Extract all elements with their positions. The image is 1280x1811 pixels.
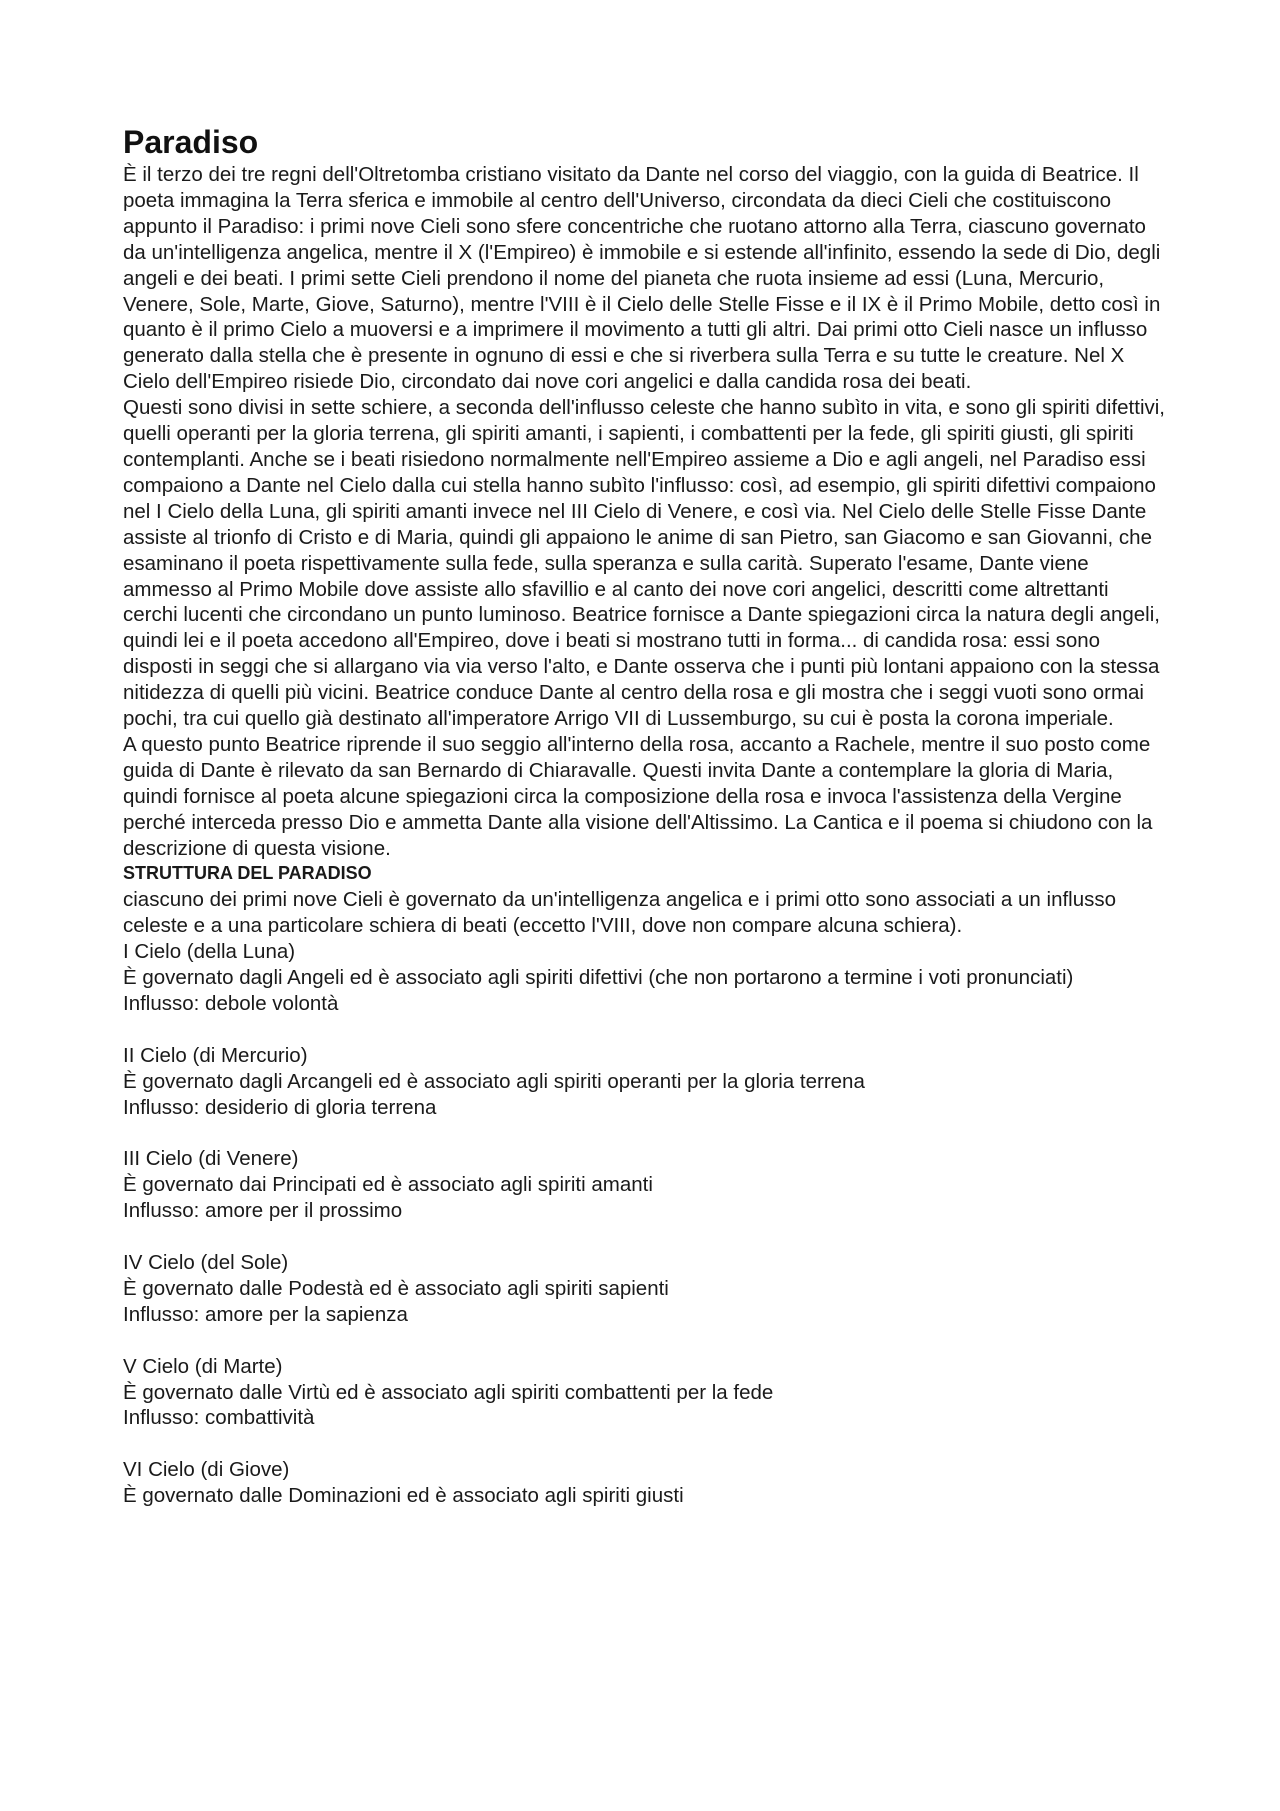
cielo-influsso: Influsso: amore per il prossimo — [123, 1199, 403, 1223]
cielo-governo: È governato dagli Angeli ed è associato agli spiriti difettivi (che non portarono a termine i voti pronunciati) — [123, 966, 1074, 990]
cielo-governo: È governato dalle Virtù ed è associato agli spiriti combattenti per la fede — [123, 1380, 774, 1404]
cielo-influsso: Influsso: combattività — [123, 1406, 315, 1430]
page-title: Paradiso — [123, 124, 259, 160]
cielo-influsso: Influsso: debole volontà — [123, 992, 339, 1015]
cielo-name: I Cielo (della Luna) — [123, 940, 296, 964]
section-heading: STRUTTURA DEL PARADISO — [123, 863, 372, 884]
cielo-5 — [123, 1354, 1168, 1432]
cielo-4 — [123, 1250, 1168, 1328]
cielo-name: IV Cielo (del Sole) — [123, 1251, 289, 1275]
cielo-governo: È governato dagli Arcangeli ed è associato agli spiriti operanti per la gloria terrena — [123, 1069, 865, 1093]
paragraph-beati: Questi sono divisi in sette schiere, a seconda dell'influsso celeste che hanno subìto in vita, e sono gli spiriti difettivi, quelli operanti per la gloria terrena, gli spiriti amanti, i sapienti, i combattenti per la fede, gli spiriti giusti, gli spiriti contemplanti. Anche se i beati risiedono normalmente nell'Empireo assieme a Dio e agli angeli, nel Paradiso essi compaiono a Dante nel Cielo dalla cui stella hanno subìto l'influsso: così, ad esempio, gli spiriti difettivi compaiono nel I Cielo della Luna, gli spiriti amanti invece nel III Cielo di Venere, e così via. Nel Cielo delle Stelle Fisse Dante assiste al trionfo di Cristo e di Maria, quindi gli appaiono le anime di san Pietro, san Giacomo e san Giovanni, che esaminano il poeta rispettivamente sulla fede, sulla speranza e sulla carità. Superato l'esame, Dante viene ammesso al Primo Mobile dove assiste allo sfavillio e al canto dei nove cori angelici, descritti come altrettanti cerchi lucenti che circondano un punto luminoso. Beatrice fornisce a Dante spiegazioni circa la natura degli angeli, quindi lei e il poeta accedono all'Empireo, dove i beati si mostrano tutti in forma... di candida rosa: essi sono disposti in seggi che si allargano via via verso l'alto, e Dante osserva che i punti più lontani appaiono con la stessa nitidezza di quelli più vicini. Beatrice conduce Dante al centro della rosa e gli mostra che i seggi vuoti sono ormai pochi, tra cui quello già destinato all'imperatore Arrigo VII di Lussemburgo, su cui è posta la corona imperiale. — [123, 396, 1166, 731]
cielo-governo: È governato dalle Podestà ed è associato agli spiriti sapienti — [123, 1276, 669, 1300]
cielo-2 — [123, 1043, 1168, 1121]
section-intro: ciascuno dei primi nove Cieli è governato da un'intelligenza angelica e i primi otto sono associati a un influsso celeste e a una particolare schiera di beati (eccetto l'VIII, dove non compare alcuna schiera). — [123, 888, 1117, 938]
cielo-name: III Cielo (di Venere) — [123, 1147, 299, 1171]
cielo-1 — [123, 939, 1168, 1017]
cielo-influsso: Influsso: amore per la sapienza — [123, 1302, 408, 1326]
cielo-6 — [123, 1457, 1168, 1509]
cielo-name: V Cielo (di Marte) — [123, 1354, 283, 1378]
cielo-influsso: Influsso: desiderio di gloria terrena — [123, 1095, 437, 1119]
cielo-3 — [123, 1146, 1168, 1224]
cielo-name: VI Cielo (di Giove) — [123, 1458, 290, 1482]
paragraph-bernardo: A questo punto Beatrice riprende il suo seggio all'interno della rosa, accanto a Rachele, mentre il suo posto come guida di Dante è rilevato da san Bernardo di Chiaravalle. Questi invita Dante a contemplare la gloria di Maria, quindi fornisce al poeta alcune spiegazioni circa la composizione della rosa e invoca l'assistenza della Vergine perché interceda presso Dio e ammetta Dante alla visione dell'Altissimo. La Cantica e il poema si chiudono con la descrizione di questa visione. — [123, 732, 1153, 860]
cielo-governo: È governato dai Principati ed è associato agli spiriti amanti — [123, 1173, 653, 1197]
paragraph-intro: È il terzo dei tre regni dell'Oltretomba cristiano visitato da Dante nel corso del viaggio, con la guida di Beatrice. Il poeta immagina la Terra sferica e immobile al centro dell'Universo, circondata da dieci Cieli che costituiscono appunto il Paradiso: i primi nove Cieli sono sfere concentriche che ruotano attorno alla Terra, ciascuno governato da un'intelligenza angelica, mentre il X (l'Empireo) è immobile e si estende all'infinito, essendo la sede di Dio, degli angeli e dei beati. I primi sette Cieli prendono il nome del pianeta che ruota insieme ad essi (Luna, Mercurio, Venere, Sole, Marte, Giove, Saturno), mentre l'VIII è il Cielo delle Stelle Fisse e il IX è il Primo Mobile, detto così in quanto è il primo Cielo a muoversi e a imprimere il movimento a tutti gli altri. Dai primi otto Cieli nasce un influsso generato dalla stella che è presente in ognuno di essi e che si riverbera sulla Terra e su tutte le creature. Nel X Cielo dell'Empireo risiede Dio, circondato dai nove cori angelici e dalla candida rosa dei beati. — [123, 163, 1161, 394]
cielo-name: II Cielo (di Mercurio) — [123, 1043, 308, 1067]
cielo-governo: È governato dalle Dominazioni ed è associato agli spiriti giusti — [123, 1484, 684, 1508]
